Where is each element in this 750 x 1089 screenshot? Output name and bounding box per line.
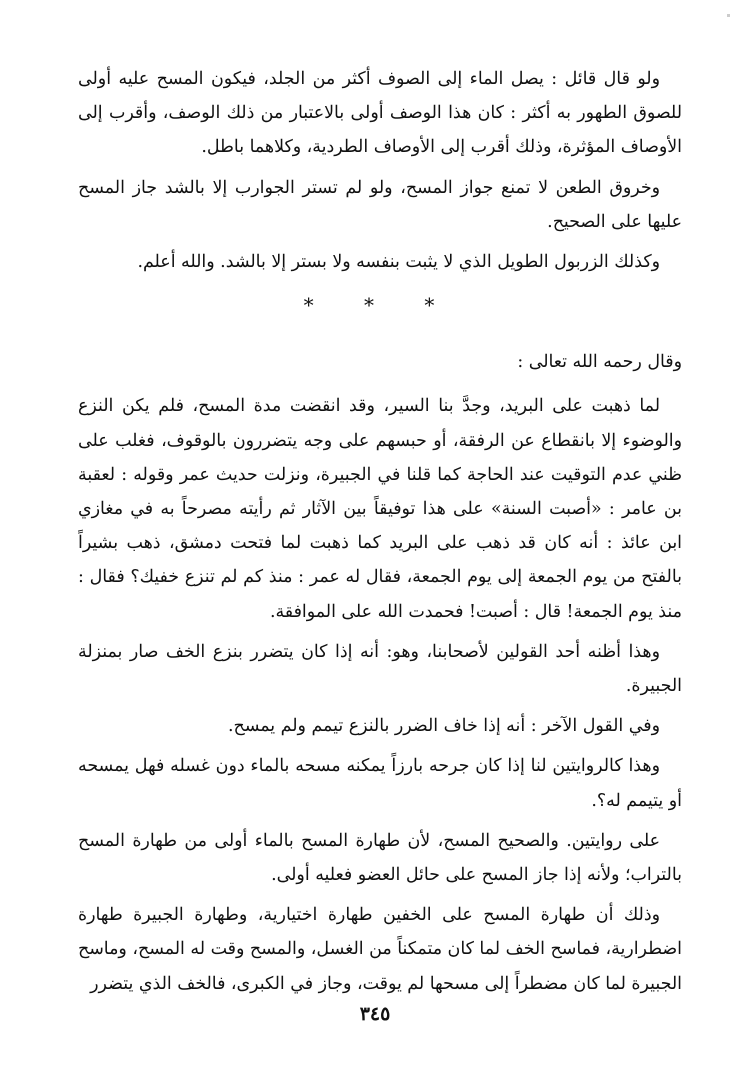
- scan-speck: [727, 14, 730, 17]
- paragraph-first-opinion: وهذا أظنه أحد القولين لأصحابنا، وهو: أنه إذا كان يتضرر بنزع الخف صار بمنزلة الجبيرة.: [78, 641, 682, 697]
- page-number: ٣٤٥: [359, 1003, 391, 1025]
- paragraph-intro-statement: وقال رحمه الله تعالى :: [517, 352, 682, 373]
- paragraph-two-narrations: على روايتين. والصحيح المسح، لأن طهارة المسح بالماء أولى من طهارة المسح بالتراب؛ ولأنه إذا جاز المسح على حائل العضو فعليه أولى.: [78, 830, 682, 886]
- paragraph-zarbul: وكذلك الزربول الطويل الذي لا يثبت بنفسه ولا بستر إلا بالشد. والله أعلم.: [137, 252, 660, 273]
- paragraph-spear-holes: وخروق الطعن لا تمنع جواز المسح، ولو لم تستر الجوارب إلا بالشد جاز المسح عليها على الصحيح.: [78, 177, 682, 232]
- section-separator-stars: * * *: [303, 293, 457, 318]
- page-body: [78, 62, 682, 1001]
- paragraph-voluntary-purification: وذلك أن طهارة المسح على الخفين طهارة اختيارية، وطهارة الجبيرة طهارة اضطرارية، فماسح الخف لما كان متمكناً من الغسل، والمسح وقت له المسح، وماسح الجبيرة لما كان مضطراً إلى مسحها لم يوقت، وجاز في الكبرى، فالخف الذي يتضرر: [78, 905, 682, 994]
- paragraph-second-opinion: وفي القول الآخر : أنه إذا خاف الضرر بالنزع تيمم ولم يمسح.: [227, 716, 660, 737]
- paragraph-wool-argument: ولو قال قائل : يصل الماء إلى الصوف أكثر من الجلد، فيكون المسح عليه أولى للصوق الطهور به أكثر : كان هذا الوصف أولى بالاعتبار من ذلك الوصف، وأقرب إلى الأوصاف المؤثرة، وذلك أقرب إلى الأوصاف الطردية، وكلاهما باطل.: [78, 69, 682, 158]
- paragraph-wound-question: وهذا كالروايتين لنا إذا كان جرحه بارزاً يمكنه مسحه بالماء دون غسله فهل يمسحه أو يتيمم له؟.: [78, 756, 682, 811]
- paragraph-barid-travel: لما ذهبت على البريد، وجدَّ بنا السير، وقد انقضت مدة المسح، فلم يكن النزع والوضوء إلا بانقطاع عن الرفقة، أو حبسهم على وجه يتضررون بالوقوف، فغلب على ظني عدم التوقيت عند الحاجة كما قلنا في الجبيرة، ونزلت حديث عمر وقوله : لعقبة بن عامر : «أصبت السنة» على هذا توفيقاً بين الآثار ثم رأيته مصرحاً به في مغازي ابن عائذ : أنه كان قد ذهب على البريد كما ذهبت لما فتحت دمشق، ذهب بشيراً بالفتح من يوم الجمعة إلى يوم الجمعة، فقال له عمر : منذ كم لم تنزع خفيك؟ فقال : منذ يوم الجمعة! قال : أصبت! فحمدت الله على الموافقة.: [78, 396, 682, 622]
